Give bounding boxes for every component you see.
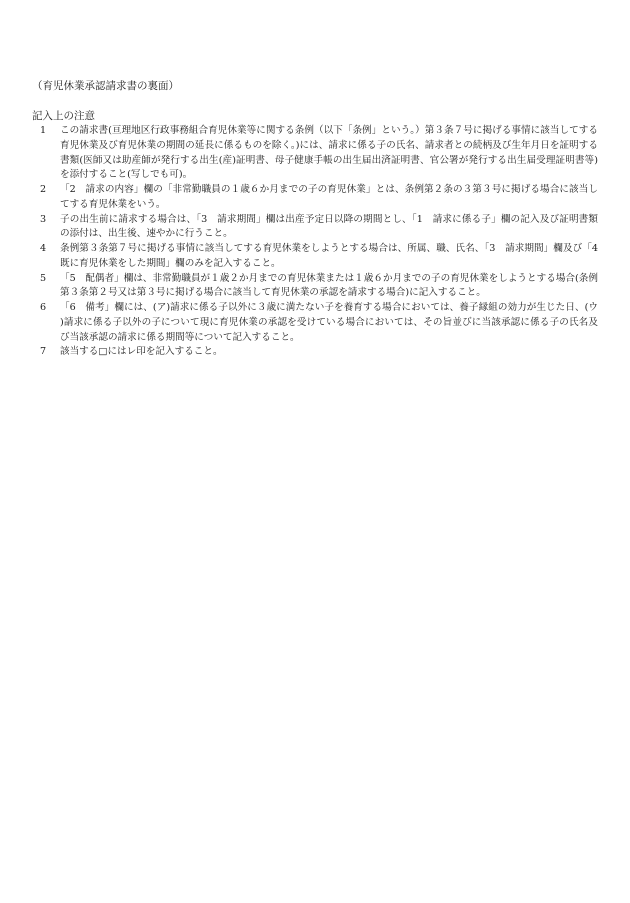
note-text: 「6 備考」欄には、(ア)請求に係る子以外に３歳に満たない子を養育する場合においては、養子縁組の効力が生じた日、(ウ)請求に係る子以外の子について現に育児休業の承認を受けている場合においては、その旨並びに当該承認に係る子の氏名及び当該承認の請求に係る期間等について記入すること。 (60, 302, 598, 343)
note-number: 1 (40, 125, 47, 136)
note-text: この請求書(亘理地区行政事務組合育児休業等に関する条例（以下「条例」という。）第３条７号に掲げる事情に該当してする育児休業及び育児休業の期間の延長に係るものを除く。)には、請求に係る子の氏名、請求者との続柄及び生年月日を証明する書類(医師又は助産師が発行する出生(産)証明書、母子健康手帳の出生届出済証明書、官公署が発行する出生届受理証明書等)を添付すること(写しでも可)。 (60, 125, 598, 181)
note-text: 「2 請求の内容」欄の「非常勤職員の１歳６か月までの子の育児休業」とは、条例第２条の３第３号に掲げる場合に該当してする育児休業をいう。 (60, 184, 598, 210)
note-item (36, 183, 598, 213)
note-item (36, 272, 598, 302)
note-text: 「5 配偶者」欄は、非常勤職員が１歳２か月までの育児休業または１歳６か月までの子の育児休業をしようとする場合(条例第３条第２号又は第３号に掲げる場合に該当して育児休業の承認を請求する場合)に記入すること。 (60, 272, 598, 299)
note-item (36, 345, 598, 360)
note-text: 条例第３条第７号に掲げる事情に該当してする育児休業をしようとする場合は、所属、職、氏名、「3 請求期間」欄及び「4 既に育児休業をした期間」欄のみを記入すること。 (60, 243, 608, 269)
document-title: （育児休業承認請求書の裏面） (32, 80, 179, 92)
note-item (36, 213, 598, 243)
note-number: 7 (40, 346, 47, 358)
note-item (36, 242, 608, 272)
note-number: 2 (40, 184, 47, 195)
note-item (36, 124, 598, 183)
note-number: 4 (40, 243, 47, 254)
note-number: 5 (40, 272, 47, 284)
note-number: 3 (40, 213, 47, 225)
section-heading: 記入上の注意 (32, 110, 95, 122)
note-number: 6 (40, 302, 47, 313)
notes-list (36, 124, 608, 360)
note-item (36, 301, 598, 345)
note-text: 該当する□にはレ印を記入すること。 (60, 346, 223, 358)
note-text: 子の出生前に請求する場合は、「3 請求期間」欄は出産予定日以降の期間とし、「1 請求に係る子」欄の記入及び証明書類の添付は、出生後、速やかに行うこと。 (60, 213, 598, 240)
